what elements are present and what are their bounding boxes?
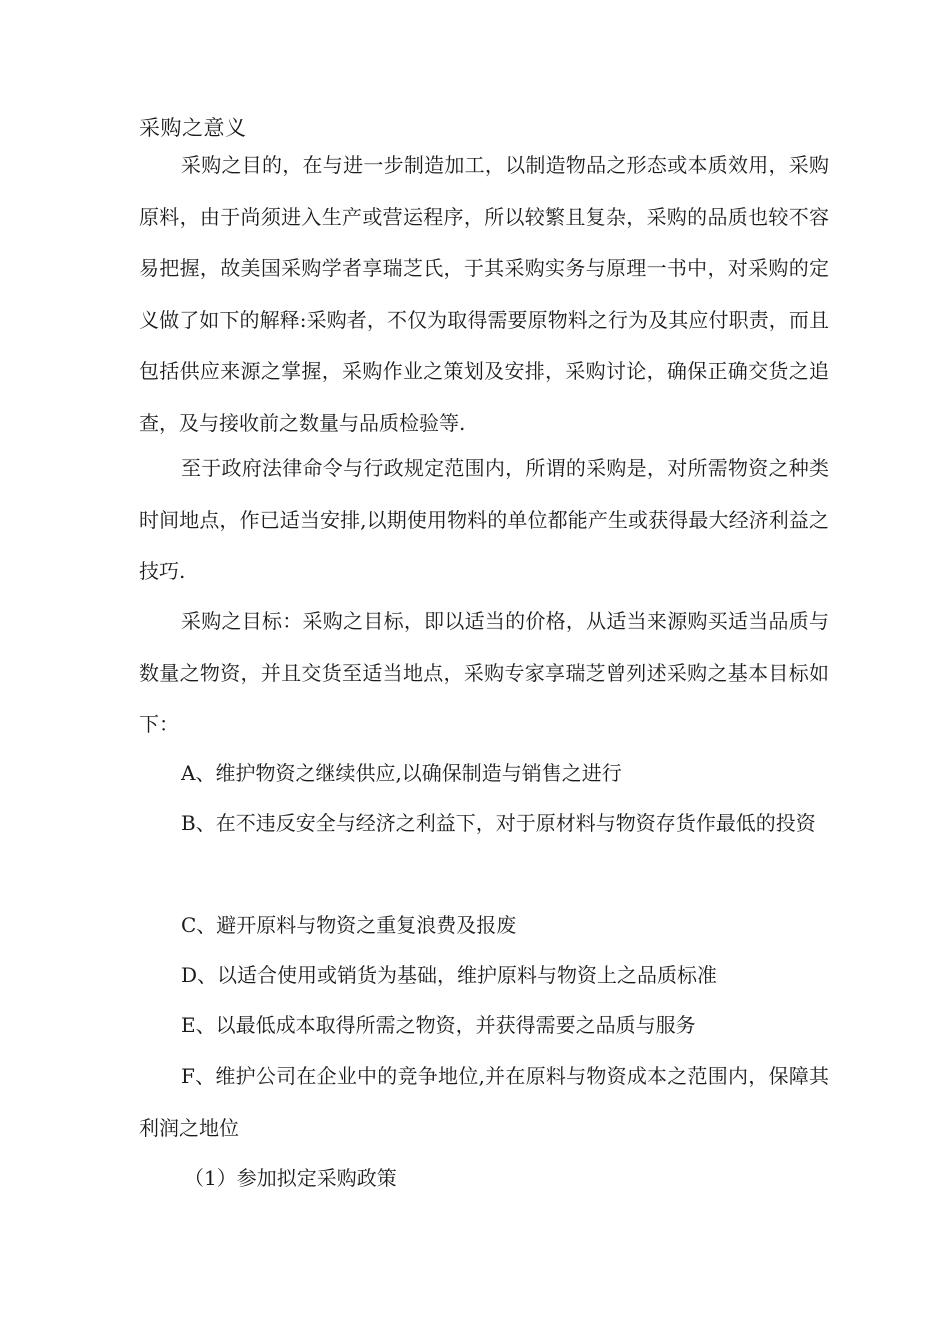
- list-item-b: B、在不违反安全与经济之利益下，对于原材料与物资存货作最低的投资: [181, 811, 816, 835]
- paragraph-definition: 采购之目的，在与进一步制造加工，以制造物品之形态或本质效用，采购原料，由于尚须进入生产或营运程序，所以较繁且复杂，采购的品质也较不容易把握，故美国采购学者享瑞芝氏，于其采购实务与原理一书中，对采购的定义做了如下的解释:采购者，不仅为取得需要原物料之行为及其应付职责，而且包括供应来源之掌握，采购作业之策划及安排，采购讨论，确保正确交货之追查，及与接收前之数量与品质检验等.: [139, 153, 829, 435]
- paragraph-government-definition: 至于政府法律命令与行政规定范围内，所谓的采购是，对所需物资之种类时间地点，作已适当安排,以期使用物料的单位都能产生或获得最大经济利益之技巧.: [139, 456, 829, 583]
- document-title: 采购之意义: [139, 116, 247, 140]
- list-item-e: E、以最低成本取得所需之物资，并获得需要之品质与服务: [181, 1013, 696, 1037]
- list-item-a: A、维护物资之继续供应,以确保制造与销售之进行: [181, 761, 622, 785]
- list-item-f: F、维护公司在企业中的竞争地位,并在原料与物资成本之范围内，保障其利润之地位: [139, 1064, 829, 1140]
- subheading-policy: （1）参加拟定采购政策: [184, 1166, 397, 1190]
- paragraph-objectives-intro: 采购之目标：采购之目标，即以适当的价格，从适当来源购买适当品质与数量之物资，并且交货至适当地点，采购专家享瑞芝曾列述采购之基本目标如下：: [139, 609, 829, 736]
- list-item-d: D、以适合使用或销货为基础，维护原料与物资上之品质标准: [181, 963, 718, 987]
- list-item-c: C、避开原料与物资之重复浪费及报废: [181, 913, 517, 937]
